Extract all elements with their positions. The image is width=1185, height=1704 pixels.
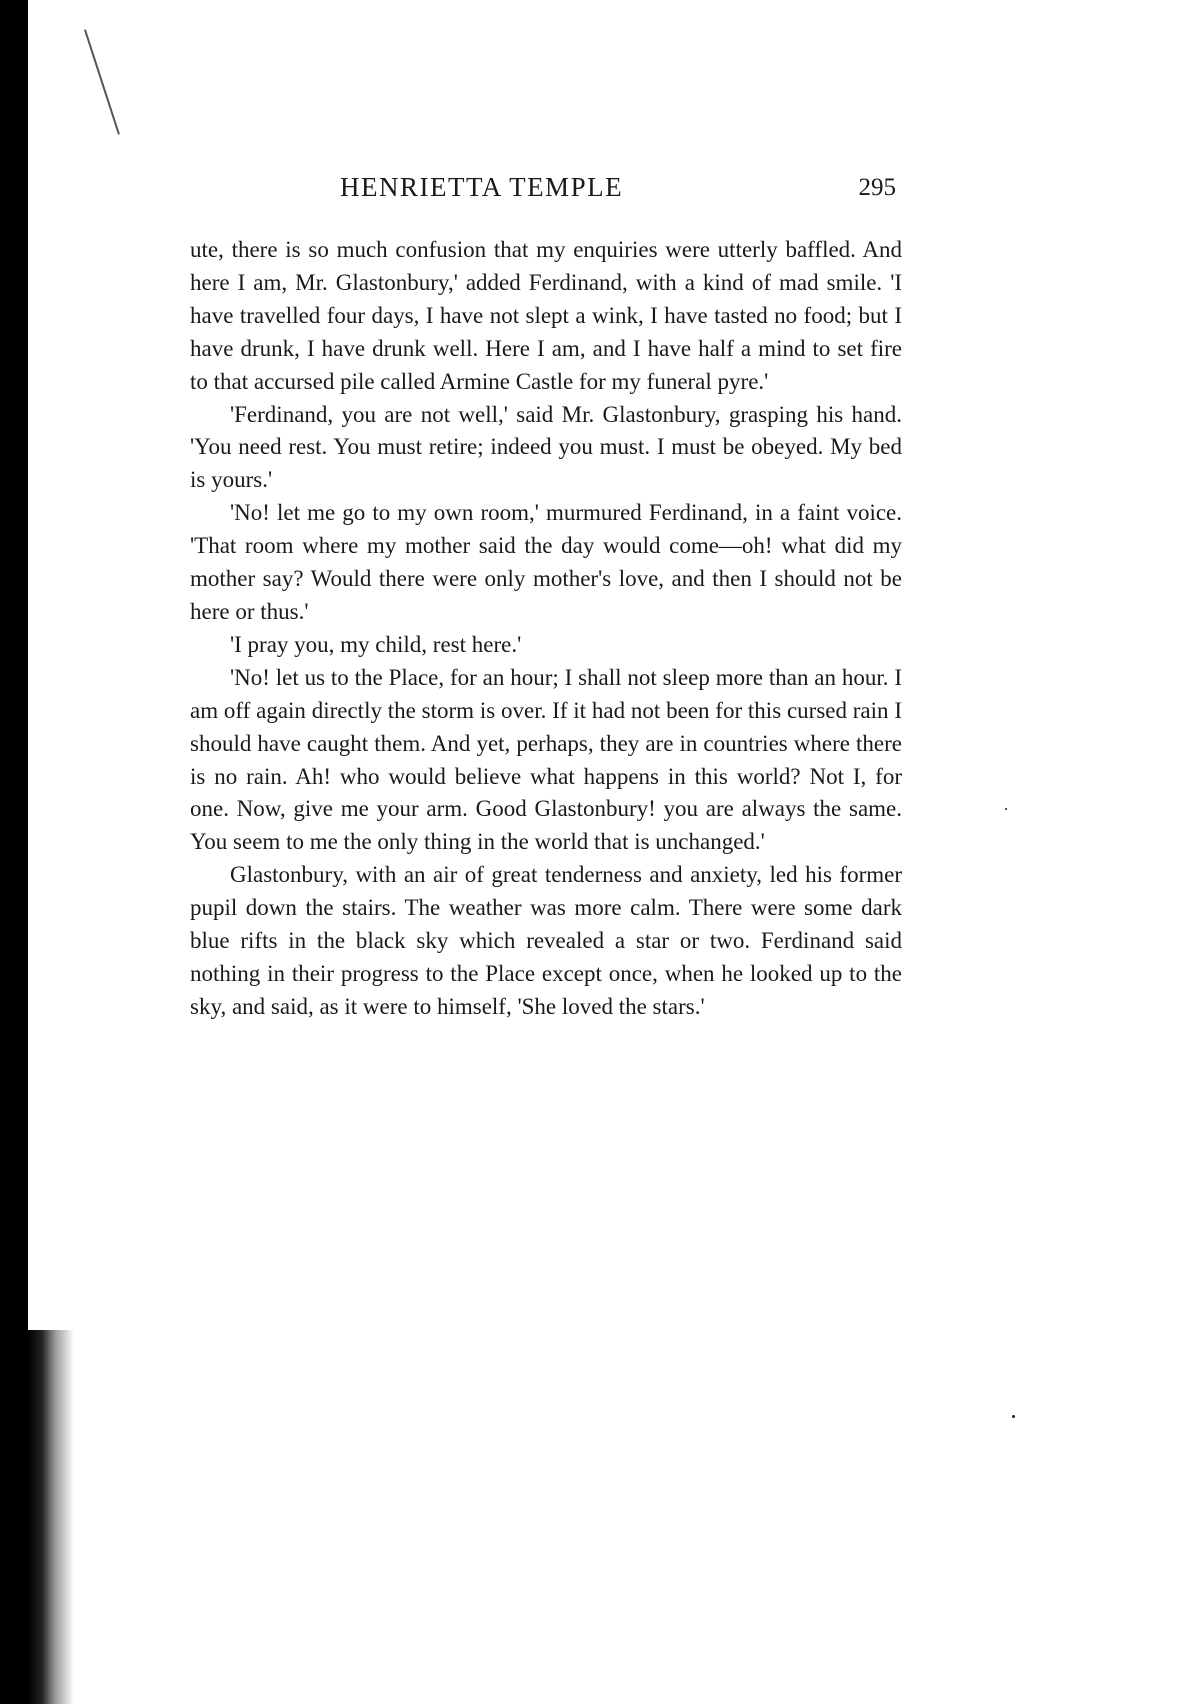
paragraph: Glastonbury, with an air of great tenderness and anxiety, led his former pupil down the stairs. The weather was more calm. There were some dark blue rifts in the black sky which revealed a star or two. Ferdinand said nothing in their progress to the Place except once, when he looked up to the sky, and said, as it were to himself, 'She loved the stars.'	[190, 862, 902, 1019]
binding-shadow	[28, 1330, 74, 1704]
page-speck	[1005, 808, 1007, 810]
paragraph: 'I pray you, my child, rest here.'	[230, 631, 522, 657]
paragraph: 'No! let us to the Place, for an hour; I shall not sleep more than an hour. I am off again directly the storm is over. If it had not been for this cursed rain I should have caught them. And yet, perhaps, they are in countries where there is no rain. Ah! who would believe what happens in this world? Not I, for one. Now, give me your arm. Good Glastonbury! you are always the same. You seem to me the only thing in the world that is unchanged.'	[190, 664, 902, 855]
page-number: 295	[858, 174, 896, 201]
book-binding-edge	[0, 0, 28, 1704]
paragraph: 'No! let me go to my own room,' murmured Ferdinand, in a faint voice. 'That room where my mother said the day would come—oh! what did my mother say? Would there were only mother's love, and then I should not be here or thus.'	[190, 500, 902, 624]
page-scratch-mark	[84, 29, 120, 134]
body-text	[190, 234, 902, 1414]
running-title: HENRIETTA TEMPLE	[340, 172, 624, 202]
page-speck	[1012, 1415, 1015, 1418]
paragraph: 'Ferdinand, you are not well,' said Mr. Glastonbury, grasping his hand. 'You need rest. You must retire; indeed you must. I must be obeyed. My bed is yours.'	[190, 401, 902, 493]
page-header	[190, 172, 902, 212]
paragraph: ute, there is so much confusion that my enquiries were utterly baffled. And here I am, Mr. Glastonbury,' added Ferdinand, with a kind of mad smile. 'I have travelled four days, I have not slept a wink, I have tasted no food; but I have drunk, I have drunk well. Here I am, and I have half a mind to set fire to that accursed pile called Armine Castle for my funeral pyre.'	[190, 237, 902, 394]
